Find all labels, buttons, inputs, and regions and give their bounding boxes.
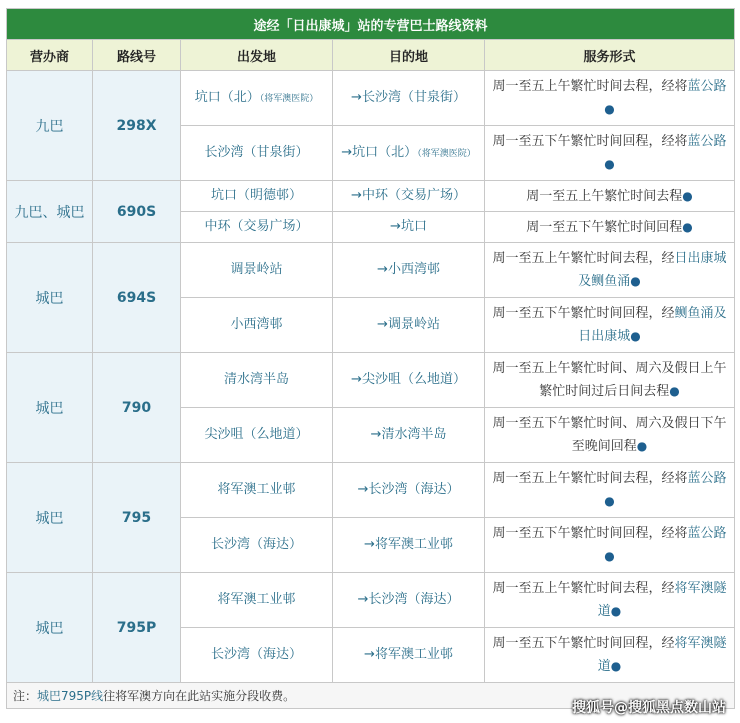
origin-cell: [181, 463, 333, 518]
origin-cell: [181, 298, 333, 353]
destination-text: →坑口（北）: [341, 144, 418, 160]
origin-text: 坑口（北）: [194, 89, 260, 105]
origin-text: 中环（交易广场）: [204, 219, 309, 234]
origin-text: 将军澳工业邨: [217, 592, 296, 607]
header-operator: 营办商: [7, 40, 93, 71]
note-prefix: 注：: [13, 689, 38, 703]
origin-cell: [181, 126, 333, 181]
operator-cell: 城巴: [7, 573, 93, 683]
destination-cell: [333, 181, 485, 212]
origin-cell: [181, 573, 333, 628]
origin-cell: [181, 181, 333, 212]
service-text: 周一至五上午繁忙时间去程，经将: [492, 470, 688, 486]
service-cell: [485, 71, 735, 126]
route-number-cell: 790: [93, 353, 181, 463]
origin-cell: [181, 71, 333, 126]
destination-text: →将军澳工业邨: [364, 537, 453, 552]
destination-cell: [333, 408, 485, 463]
bullet-dot-icon: ●: [682, 219, 693, 234]
service-text: 周一至五上午繁忙时间去程: [526, 188, 683, 204]
header-row: [7, 40, 735, 71]
service-highlight: 蓝公路: [687, 525, 727, 541]
service-cell: [485, 243, 735, 298]
origin-text: 尖沙咀（么地道）: [204, 427, 309, 442]
service-highlight: 鲗鱼涌及日出康城: [578, 305, 727, 344]
destination-cell: [333, 212, 485, 243]
destination-text: →将军澳工业邨: [364, 647, 453, 662]
table-row: [7, 353, 735, 408]
service-highlight: 蓝公路: [687, 133, 727, 149]
service-text: 周一至五上午繁忙时间去程，经: [492, 580, 675, 596]
service-cell: [485, 463, 735, 518]
service-highlight: 日出康城及鲗鱼涌: [578, 250, 727, 289]
destination-cell: [333, 463, 485, 518]
service-text: 周一至五下午繁忙时间回程，经: [492, 635, 675, 651]
service-cell: [485, 298, 735, 353]
table-title: 途经「日出康城」站的专营巴士路线资料: [7, 9, 735, 40]
service-text: 周一至五下午繁忙时间回程，经将: [492, 525, 688, 541]
header-route: 路线号: [93, 40, 181, 71]
bullet-dot-icon: ●: [604, 101, 615, 116]
table-row: [7, 573, 735, 628]
service-highlight: 蓝公路: [687, 470, 727, 486]
watermark: 搜狐号@搜狐黑点数山站: [572, 700, 726, 716]
bullet-dot-icon: ●: [682, 188, 693, 203]
destination-text: →小西湾邨: [377, 262, 440, 277]
service-cell: [485, 181, 735, 212]
bullet-dot-icon: ●: [636, 438, 648, 453]
table-row: [7, 181, 735, 212]
destination-text: →坑口: [390, 219, 427, 234]
origin-cell: [181, 408, 333, 463]
operator-cell: 城巴: [7, 353, 93, 463]
destination-text: →长沙湾（海达）: [357, 482, 460, 497]
note-suffix: 往将军澳方向在此站实施分段收费。: [103, 689, 296, 703]
route-table-container: [6, 8, 734, 709]
operator-cell: 九巴: [7, 71, 93, 181]
origin-cell: [181, 628, 333, 683]
origin-text: 将军澳工业邨: [217, 482, 296, 497]
bullet-dot-icon: ●: [610, 658, 622, 673]
route-table: [6, 8, 735, 709]
destination-cell: [333, 71, 485, 126]
service-text: 周一至五上午繁忙时间去程，经: [492, 250, 675, 266]
bullet-dot-icon: ●: [630, 328, 641, 343]
origin-text: 坑口（明德邨）: [210, 188, 302, 203]
origin-text: 长沙湾（甘泉街）: [204, 145, 309, 160]
destination-text: →长沙湾（海达）: [357, 592, 460, 607]
destination-text: →长沙湾（甘泉街）: [351, 90, 466, 105]
operator-cell: 城巴: [7, 463, 93, 573]
destination-text: →尖沙咀（么地道）: [351, 372, 466, 387]
table-row: [7, 243, 735, 298]
service-highlight: 将军澳隧道: [597, 635, 727, 674]
service-cell: [485, 353, 735, 408]
service-text: 周一至五下午繁忙时间回程: [526, 219, 683, 235]
destination-cell: [333, 573, 485, 628]
destination-text: →清水湾半岛: [370, 427, 447, 442]
service-cell: [485, 628, 735, 683]
destination-cell: [333, 298, 485, 353]
destination-cell: [333, 518, 485, 573]
route-number-cell: 298X: [93, 71, 181, 181]
destination-cell: [333, 353, 485, 408]
table-row: [7, 463, 735, 518]
destination-cell: [333, 126, 485, 181]
service-text: 周一至五下午繁忙时间回程，经: [492, 305, 675, 321]
service-highlight: 将军澳隧道: [597, 580, 727, 619]
bullet-dot-icon: ●: [604, 548, 615, 563]
origin-text: 清水湾半岛: [223, 372, 289, 387]
bullet-dot-icon: ●: [610, 603, 622, 618]
header-destination: 目的地: [333, 40, 485, 71]
bullet-dot-icon: ●: [604, 156, 615, 171]
origin-cell: [181, 212, 333, 243]
destination-text: →中环（交易广场）: [351, 188, 466, 203]
service-text: 周一至五上午繁忙时间去程，经将: [492, 78, 688, 94]
origin-text: 小西湾邨: [230, 317, 283, 332]
service-cell: [485, 408, 735, 463]
operator-cell: 九巴、城巴: [7, 181, 93, 243]
table-row: [7, 71, 735, 126]
service-highlight: 蓝公路: [687, 78, 727, 94]
route-number-cell: 795P: [93, 573, 181, 683]
service-text: 周一至五下午繁忙时间回程，经将: [492, 133, 688, 149]
note-route-link[interactable]: 城巴795P线: [37, 689, 104, 703]
origin-cell: [181, 243, 333, 298]
service-cell: [485, 518, 735, 573]
origin-cell: [181, 518, 333, 573]
destination-cell: [333, 628, 485, 683]
destination-text: →调景岭站: [377, 317, 440, 332]
header-origin: 出发地: [181, 40, 333, 71]
origin-text: 调景岭站: [230, 262, 283, 277]
origin-text: 长沙湾（海达）: [210, 647, 302, 662]
route-number-cell: 795: [93, 463, 181, 573]
route-number-cell: 690S: [93, 181, 181, 243]
bullet-dot-icon: ●: [630, 273, 641, 288]
operator-cell: 城巴: [7, 243, 93, 353]
origin-cell: [181, 353, 333, 408]
service-cell: [485, 573, 735, 628]
bullet-dot-icon: ●: [604, 493, 615, 508]
origin-text: 长沙湾（海达）: [210, 537, 302, 552]
service-text: 周一至五上午繁忙时间、周六及假日上午繁忙时间过后日间去程: [492, 360, 727, 399]
origin-note: （将军澳医院）: [259, 93, 319, 104]
bullet-dot-icon: ●: [669, 383, 680, 398]
route-number-cell: 694S: [93, 243, 181, 353]
service-text: 周一至五下午繁忙时间、周六及假日下午至晚间回程: [492, 415, 727, 454]
header-service: 服务形式: [485, 40, 735, 71]
service-cell: [485, 212, 735, 243]
destination-note: （将军澳医院）: [417, 148, 476, 159]
destination-cell: [333, 243, 485, 298]
service-cell: [485, 126, 735, 181]
